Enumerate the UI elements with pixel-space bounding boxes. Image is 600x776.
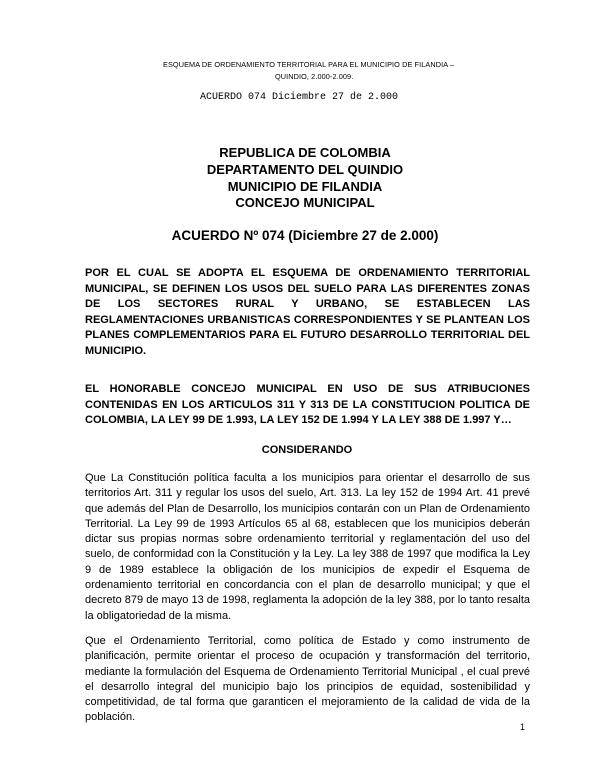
acuerdo-title: ACUERDO Nº 074 (Diciembre 27 de 2.000): [171, 228, 439, 243]
title-municipality: MUNICIPIO DE FILANDIA: [227, 179, 383, 194]
paragraph-1: Que La Constitución política faculta a los municipios para orientar el desarrollo de sus territorios Art. 311 y regular los usos del suelo, Art. 313. La ley 152 de 1994 Art. 41 prevé que además del Plan de Desarrollo, los municipios contarán con un Plan de Ordenamiento Territorial. La Ley 99 de 1993 Artículos 65 al 68, establecen que los municipios deberán dictar sus propias normas sobre ordenamiento territorial y reglamentación del uso del suelo, de conformidad con la Constitución y la Ley. La ley 388 de 1997 que modifica la Ley 9 de 1989 establece la obligación de los municipios de expedir el Esquema de ordenamiento territorial en concordancia con el plan de desarrollo municipal; y que el decreto 879 de mayo 13 de 1998, reglamenta la adopción de la ley 388, por lo tanto resalta la obligatoriedad de la misma.: [85, 472, 530, 622]
considerando-heading: CONSIDERANDO: [261, 444, 353, 456]
purpose-statement: POR EL CUAL SE ADOPTA EL ESQUEMA DE ORDENAMIENTO TERRITORIAL MUNICIPAL, SE DEFINEN LOS USOS DEL SUELO PARA LAS DIFERENTES ZONAS DE LOS SECTORES RURAL Y URBANO, SE ESTABLECEN LAS REGLAMENTACIONES URBANISTICAS CORRESPONDIENTES Y SE PLANTEAN LOS PLANES COMPLEMENTARIOS PARA EL FUTURO DESARROLLO TERRITORIAL DEL MUNICIPIO.: [85, 267, 530, 357]
title-department: DEPARTAMENTO DEL QUINDIO: [206, 162, 404, 177]
page-number: 1: [520, 722, 526, 732]
acuerdo-reference: ACUERDO 074 Diciembre 27 de 2.000: [200, 92, 399, 103]
preamble: EL HONORABLE CONCEJO MUNICIPAL EN USO DE SUS ATRIBUCIONES CONTENIDAS EN LOS ARTICULOS 311 Y 313 DE LA CONSTITUCION POLITICA DE COLOMBIA, LA LEY 99 DE 1.993, LA LEY 152 DE 1.994 Y LA LEY 388 DE 1.997 Y…: [85, 383, 530, 426]
running-header-line2: QUINDIO, 2.000-2.009.: [275, 72, 354, 81]
title-council: CONCEJO MUNICIPAL: [235, 195, 375, 210]
running-header-line1: ESQUEMA DE ORDENAMIENTO TERRITORIAL PARA EL MUNICIPIO DE FILANDIA –: [163, 60, 455, 69]
title-country: REPUBLICA DE COLOMBIA: [219, 145, 391, 160]
paragraph-2: Que el Ordenamiento Territorial, como política de Estado y como instrumento de planificación, permite orientar el proceso de ocupación y transformación del territorio, mediante la formulación del Esquema de Ordenamiento Territorial Municipal , el cual prevé el desarrollo integral del municipio bajo los principios de equidad, sostenibilidad y competitividad, de tal forma que garanticen el mejoramiento de la calidad de vida de la población.: [85, 635, 530, 724]
